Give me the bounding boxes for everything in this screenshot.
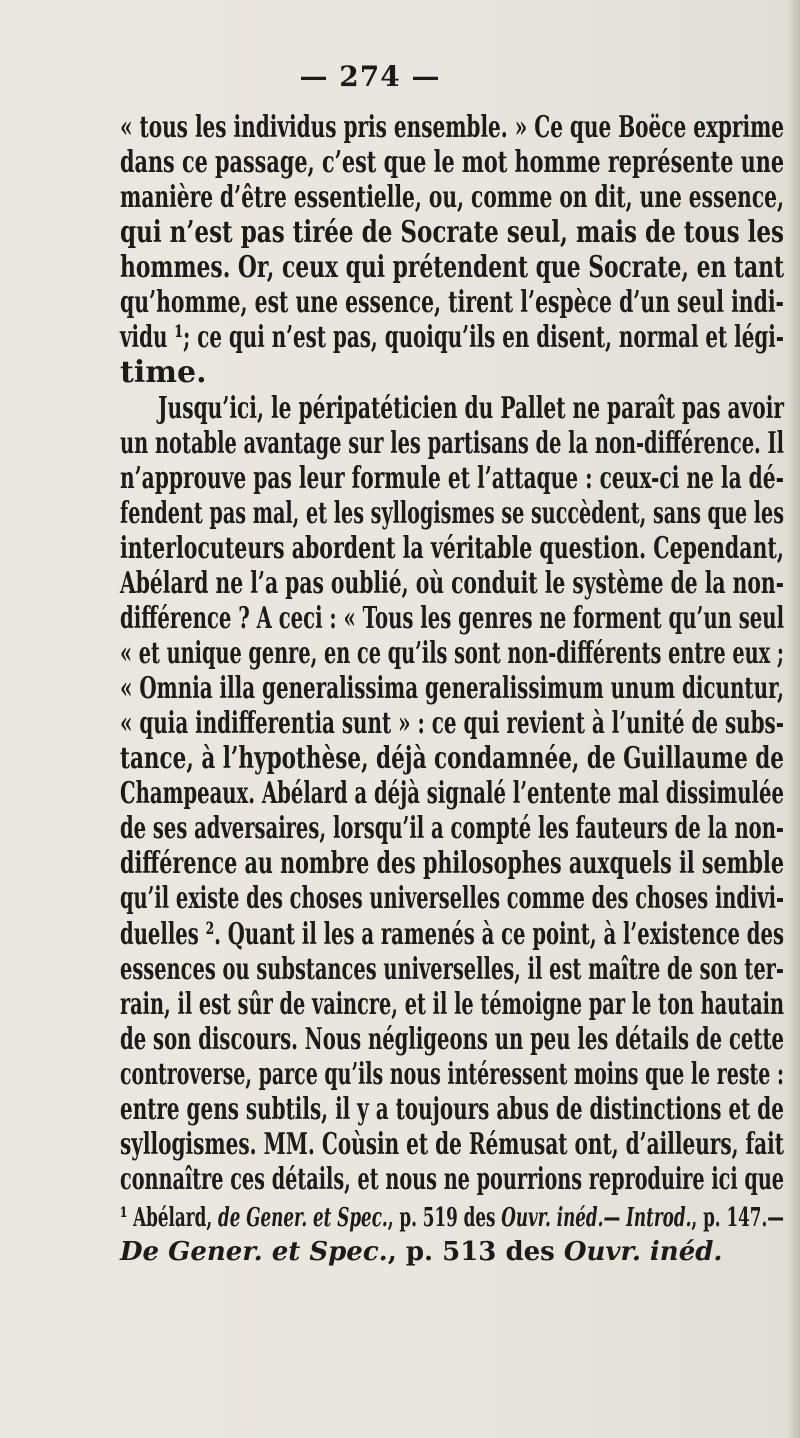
body-line: de ses adversaires, lorsqu’il a compté les fauteurs de la non- (120, 811, 785, 847)
body-line: syllogismes. MM. Coùsin et de Rémusat ont, d’ailleurs, fait (120, 1126, 785, 1162)
body-line: Champeaux. Abélard a déjà signalé l’entente mal dissimulée (120, 776, 784, 812)
body-line: hommes. Or, ceux qui prétendent que Socrate, en tant (120, 250, 785, 286)
page-edge-shadow (786, 0, 800, 1438)
footnote-line-1: ¹ Abélard, de Gener. et Spec., p. 519 des Ouvr. inéd.— Introd., p. 147.— (120, 1203, 785, 1233)
body-line: « et unique genre, en ce qu’ils sont non-différents entre eux ; (120, 636, 784, 671)
body-line: « tous les individus pris ensemble. » Ce que Boëce exprime (120, 110, 785, 145)
body-line: dans ce passage, c’est que le mot homme représente une (120, 145, 785, 181)
body-line: interlocuteurs abordent la véritable question. Cependant, (120, 530, 785, 566)
body-line: de son discours. Nous négligeons un peu les détails de cette (120, 1021, 784, 1057)
body-line: vidu ¹; ce qui n’est pas, quoiqu’ils en disent, normal et légi- (120, 320, 785, 356)
body-line: un notable avantage sur les partisans de la non-différence. Il (120, 425, 784, 461)
body-line: duelles ². Quant il les a ramenés à ce point, à l’existence des (120, 916, 784, 952)
body-line: tance, à l’hypothèse, déjà condamnée, de Guillaume de (120, 741, 784, 777)
body-line: Abélard ne l’a pas oublié, où conduit le système de la non- (120, 565, 785, 601)
body-line: Jusqu’ici, le péripatéticien du Pallet ne paraît pas avoir (158, 390, 785, 426)
body-line: « quia indifferentia sunt » : ce qui revient à l’unité de subs- (120, 706, 785, 742)
footnote-line-2: De Gener. et Spec., p. 513 des Ouvr. inéd. (120, 1237, 723, 1267)
body-line: n’approuve pas leur formule et l’attaque : ceux-ci ne la dé- (120, 460, 784, 496)
body-line: qu’homme, est une essence, tirent l’espèce d’un seul indi- (120, 285, 784, 321)
body-line: « Omnia illa generalissima generalissimum unum dicuntur, (120, 671, 785, 707)
body-line: rain, il est sûr de vaincre, et il le témoigne par le ton hautain (120, 986, 785, 1022)
body-line: fendent pas mal, et les syllogismes se succèdent, sans que les (120, 495, 785, 531)
body-line: time. (120, 355, 207, 391)
body-line: essences ou substances universelles, il est maître de son ter- (120, 951, 784, 987)
body-line: controverse, parce qu’ils nous intéressent moins que le reste : (120, 1056, 784, 1092)
body-line: qu’il existe des choses universelles comme des choses indivi- (120, 881, 785, 917)
body-line: manière d’être essentielle, ou, comme on dit, une essence, (120, 180, 784, 216)
body-line: différence au nombre des philosophes auxquels il semble (120, 846, 784, 882)
body-line: différence ? A ceci : « Tous les genres ne forment qu’un seul (120, 600, 785, 636)
page-number: — 274 — (299, 60, 441, 93)
body-line: entre gens subtils, il y a toujours abus de distinctions et de (120, 1091, 784, 1127)
body-line: connaître ces détails, et nous ne pourrions reproduire ici que (120, 1162, 785, 1197)
body-line: qui n’est pas tirée de Socrate seul, mais de tous les (120, 215, 784, 251)
footnote-marker: ¹ (120, 1203, 128, 1233)
